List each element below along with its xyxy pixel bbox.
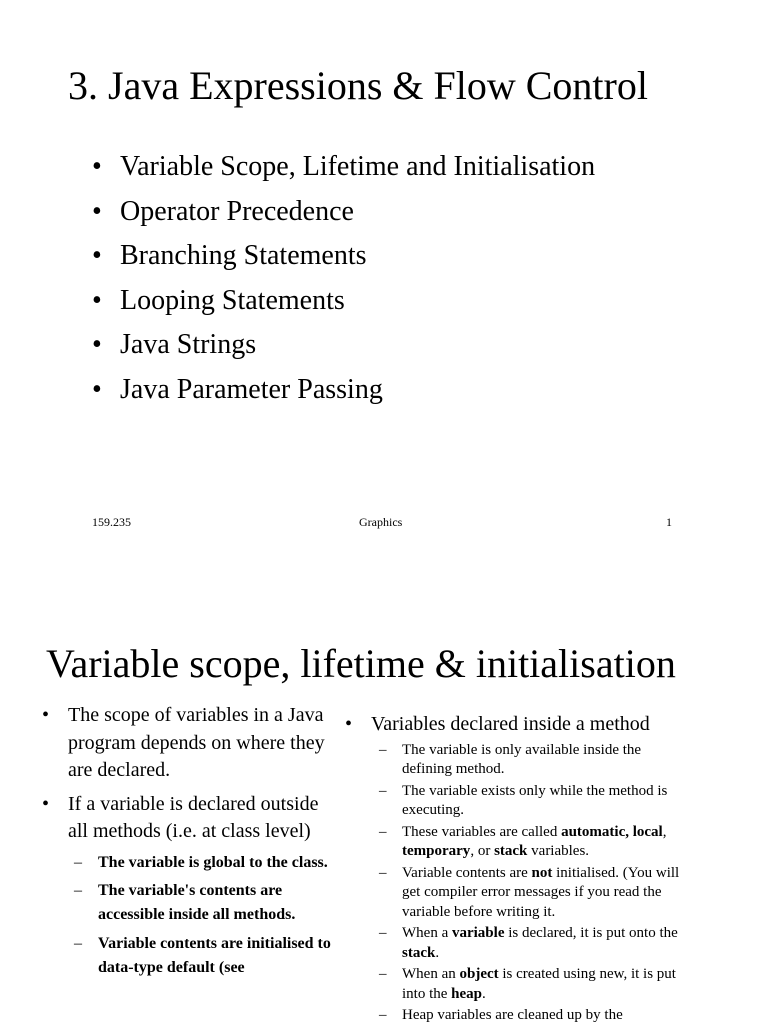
left-sublist: [68, 851, 352, 980]
list-item: • Operator Precedence: [92, 195, 354, 227]
right-column: [345, 711, 715, 1026]
list-item: • Java Strings: [92, 329, 257, 361]
footer-page-number: 1: [666, 515, 672, 529]
list-item: – When a variable is declared, it is put onto the stack.: [379, 925, 678, 961]
list-item: – Heap variables are cleaned up by the: [379, 1007, 623, 1023]
list-item: • Branching Statements: [92, 240, 367, 272]
list-item: • Looping Statements: [92, 284, 345, 316]
right-sublist: [371, 741, 691, 1026]
list-item: – When an object is created using new, it is put into the heap.: [379, 966, 676, 1002]
slide2-title: Variable scope, lifetime & initialisation: [46, 641, 676, 686]
list-item: • If a variable is declared outside all methods (i.e. at class level): [42, 792, 319, 842]
slide1-bullet-list: [92, 148, 595, 416]
list-item: – The variable is global to the class.: [74, 853, 328, 871]
slide1-title: 3. Java Expressions & Flow Control: [68, 63, 648, 108]
list-item: – Variable contents are initialised to data-type default (see: [74, 934, 331, 976]
list-item: – The variable exists only while the method is executing.: [379, 782, 668, 818]
list-item: • Java Parameter Passing: [92, 373, 383, 405]
list-item: – Variable contents are not initialised. (You will get compiler error messages if you read the variable before writing it.: [379, 864, 680, 920]
footer-subject: Graphics: [359, 515, 403, 529]
list-item: – These variables are called automatic, local, temporary, or stack variables.: [379, 823, 667, 859]
list-item: – The variable's contents are accessible inside all methods.: [74, 882, 296, 924]
list-item: • Variables declared inside a method: [345, 713, 650, 735]
footer-course-code: 159.235: [92, 515, 131, 529]
list-item: – The variable is only available inside the defining method.: [379, 741, 642, 777]
list-item: • The scope of variables in a Java program depends on where they are declared.: [42, 704, 325, 781]
list-item: • Variable Scope, Lifetime and Initialisation: [92, 151, 596, 182]
left-column: [42, 702, 352, 979]
